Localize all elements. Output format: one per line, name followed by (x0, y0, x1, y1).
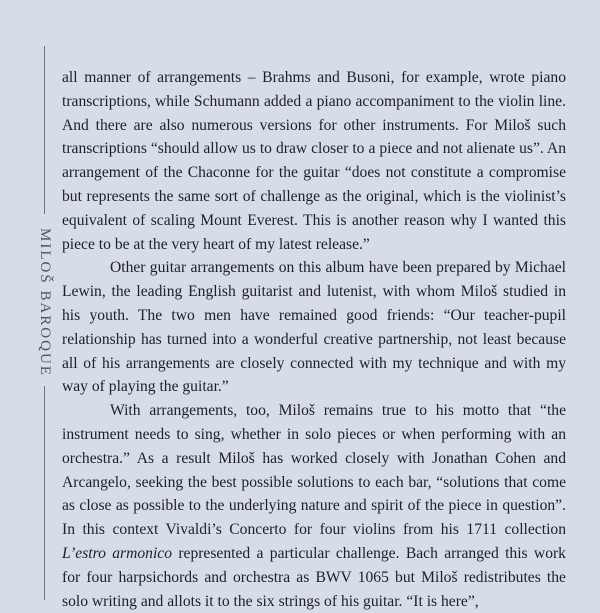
paragraph-text: Other guitar arrangements on this album have been prepared by Michael Lewin, the leading English guitarist and lutenist, with whom Miloš studied in his youth. The two men have remained good friends: “Our teacher-pupil relationship has turned into a wonderful creative partnership, not least because all of his arrangements are closely connected with my technique and with my way of playing the guitar.” (62, 259, 566, 396)
spine-title (30, 222, 58, 382)
spine-rule-bottom (44, 386, 45, 600)
spine-title-text: MILOŠ BAROQUE (36, 227, 53, 377)
paragraph-text: collection (497, 521, 566, 539)
paragraph-text: represented a particular challenge. Bach arranged this work for four harpsichords and orchestra as BWV (62, 544, 566, 586)
catalogue-number: 1065 (357, 568, 389, 586)
paragraph-2 (62, 256, 566, 399)
body-text (62, 66, 566, 613)
paragraph-3 (62, 399, 566, 613)
spine-rule-top (44, 46, 45, 214)
paragraph-text: but Miloš redistributes the solo writing and allots it to the six strings of his guitar. “It is here”, (62, 568, 566, 610)
paragraph-text: all manner of arrangements – Brahms and Busoni, for example, wrote piano transcriptions, while Schumann added a piano accompaniment to the violin line. And there are also numerous versions for other instruments. For Miloš such transcriptions “should allow us to draw closer to a piece and not alienate us”. An arrangement of the Chaconne for the guitar “does not constitute a compromise but represents the same sort of challenge as the original, which is the violinist’s equivalent of scaling Mount Everest. This is another reason why I wanted this piece to be at the very heart of my latest release.” (62, 69, 566, 253)
year-number: 1711 (466, 521, 498, 539)
paragraph-text: With arrangements, too, Miloš remains true to his motto that “the instrument needs to sing, whether in solo pieces or when performing with an orchestra.” As a result Miloš has worked closely with Jonathan Cohen and Arcangelo, seeking the best possible solutions to each bar, “solutions that come as close as possible to the underlying nature and spirit of the piece in question”. In this context Vivaldi’s Concerto for four violins from his (62, 402, 566, 539)
paragraph-1 (62, 66, 566, 256)
work-title: L’estro armonico (62, 544, 172, 562)
